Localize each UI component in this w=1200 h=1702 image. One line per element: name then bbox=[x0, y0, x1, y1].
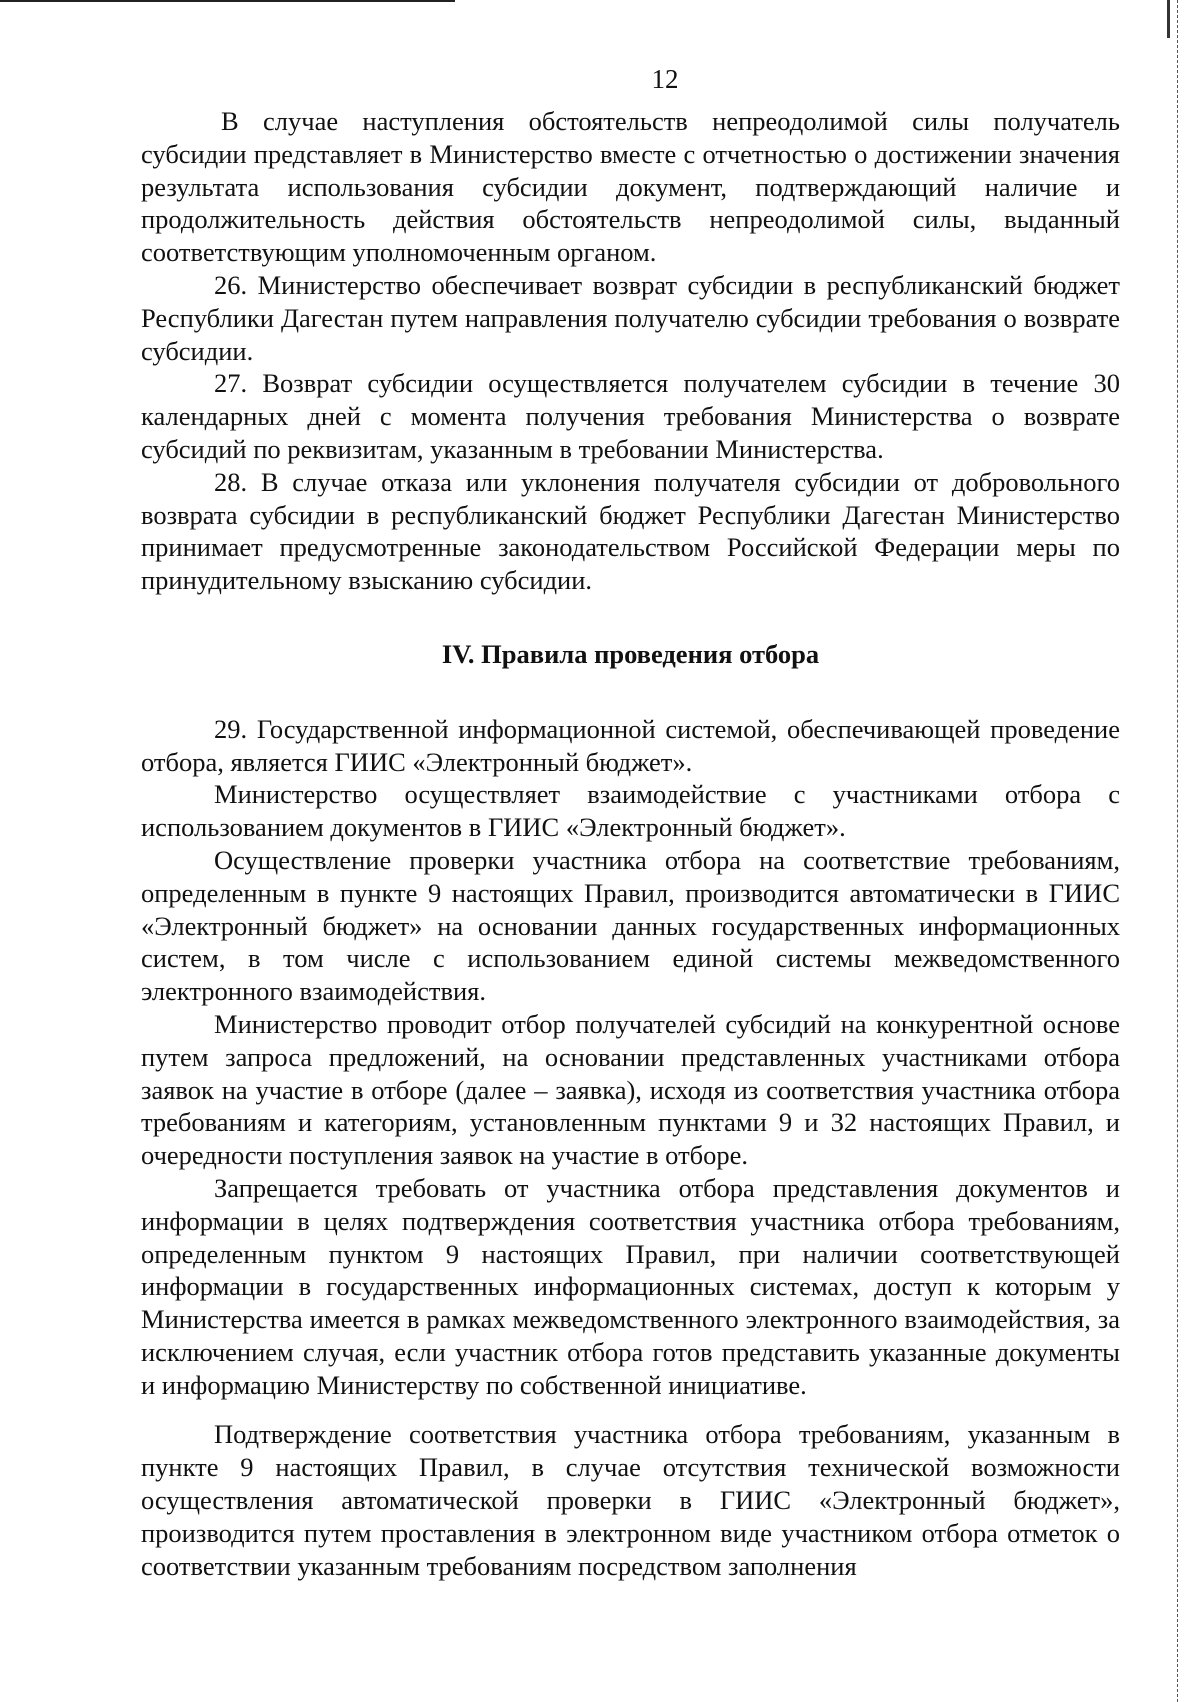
paragraph-confirmation: Подтверждение соответствия участника отбора требованиям, указанным в пункте 9 настоящих Правил, в случае отсутствия технической возможности осуществления автоматической проверки в ГИИС «Электронный бюджет», производится путем проставления в электронном виде участником отбора отметок о соответствии указанным требованиям посредством заполнения bbox=[141, 1419, 1120, 1581]
paragraph-item-28: 28. В случае отказа или уклонения получателя субсидии от добровольного возврата субсидии в республиканский бюджет Республики Дагестан Министерство принимает предусмотренные законодательством Российской Федерации меры по принудительному взысканию субсидии. bbox=[141, 466, 1120, 596]
paragraph-selection-method: Министерство проводит отбор получателей субсидий на конкурентной основе путем запроса предложений, на основании представленных участниками отбора заявок на участие в отборе (далее – заявка), исходя из соответствия участника отбора требованиям и категориям, установленным пунктами 9 и 32 настоящих Правил, и очередности поступления заявок на участие в отборе. bbox=[141, 1008, 1120, 1171]
paragraph-item-26: 26. Министерство обеспечивает возврат субсидии в республиканский бюджет Республики Дагестан путем направления получателю субсидии требования о возврате субсидии. bbox=[141, 269, 1120, 366]
page-number: 12 bbox=[651, 64, 679, 94]
paragraph-prohibition: Запрещается требовать от участника отбора представления документов и информации в целях подтверждения соответствия участника отбора требованиям, определенным пунктом 9 настоящих Правил, при наличии соответствующей информации в государственных информационных системах, доступ к которым у Министерства имеется в рамках межведомственного электронного взаимодействия, за исключением случая, если участник отбора готов представить указанные документы и информацию Министерству по собственной инициативе. bbox=[141, 1172, 1120, 1400]
paragraph-item-29: 29. Государственной информационной системой, обеспечивающей проведение отбора, является ГИИС «Электронный бюджет». bbox=[141, 713, 1120, 777]
section-heading: IV. Правила проведения отбора bbox=[441, 638, 820, 669]
scan-right-edge-line bbox=[1177, 0, 1178, 1702]
paragraph-force-majeure: В случае наступления обстоятельств непреодолимой силы получатель субсидии представляет в Министерство вместе с отчетностью о достижении значения результата использования субсидии документ, подтверждающий наличие и продолжительность действия обстоятельств непреодолимой силы, выданный соответствующим уполномоченным органом. bbox=[141, 106, 1120, 268]
scan-top-edge-line bbox=[0, 0, 455, 2]
document-body bbox=[141, 105, 1120, 1582]
paragraph-interaction: Министерство осуществляет взаимодействие с участниками отбора с использованием документов в ГИИС «Электронный бюджет». bbox=[141, 779, 1120, 843]
paragraph-item-27: 27. Возврат субсидии осуществляется получателем субсидии в течение 30 календарных дней с момента получения требования Министерства о возврате субсидий по реквизитам, указанным в требовании Министерства. bbox=[141, 368, 1120, 464]
scan-right-edge-mark bbox=[1167, 0, 1170, 38]
paragraph-verification: Осуществление проверки участника отбора на соответствие требованиям, определенным в пункте 9 настоящих Правил, производится автоматически в ГИИС «Электронный бюджет» на основании данных государственных информационных систем, в том числе с использованием единой системы межведомственного электронного взаимодействия. bbox=[141, 844, 1120, 1007]
